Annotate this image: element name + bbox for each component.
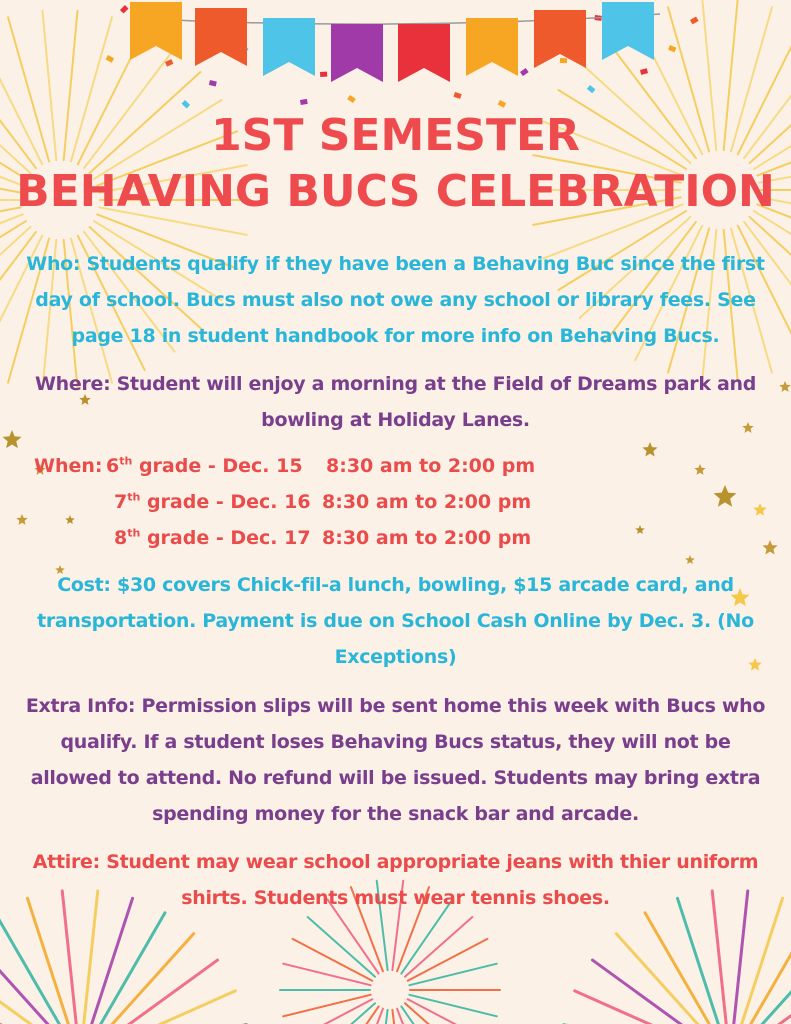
confetti (320, 72, 327, 77)
extra-line-1: Extra Info: Permission slips will be sent home this week with Bucs who (25, 695, 766, 717)
confetti (347, 95, 356, 103)
extra-line-2: qualify. If a student loses Behaving Bucs status, they will not be (60, 731, 731, 753)
bunting-flag (195, 8, 247, 66)
star-icon (694, 464, 705, 475)
when-time: 8:30 am to 2:00 pm (322, 491, 532, 513)
firework-burst-bottom-center (408, 939, 488, 981)
confetti (209, 80, 217, 86)
where-line-1: Where: Student will enjoy a morning at the Field of Dreams park and (34, 373, 757, 395)
star-icon (65, 515, 75, 524)
grade-number: 8 (114, 527, 128, 549)
title-line-1: 1ST SEMESTER (211, 110, 580, 161)
star-icon (16, 514, 27, 525)
confetti (587, 85, 596, 93)
firework-burst-bottom-center (409, 995, 496, 1017)
bunting-flag (602, 2, 654, 60)
grade-date: grade - Dec. 15 (138, 455, 303, 477)
confetti (690, 17, 699, 25)
when-grade-row (114, 484, 311, 520)
firework-burst-bottom-center (293, 939, 373, 981)
bunting-flag (466, 18, 518, 76)
bunting-flag (130, 2, 182, 60)
grade-number: 6 (106, 455, 120, 477)
star-icon (685, 555, 695, 564)
firework-burst-bottom-center (283, 964, 370, 986)
confetti (668, 45, 676, 52)
confetti (120, 5, 128, 13)
cost-line-2: transportation. Payment is due on School Cash Online by Dec. 3. (No (37, 610, 754, 632)
grade-suffix: th (127, 526, 141, 540)
cost-line-1: Cost: $30 covers Chick-fil-a lunch, bowling, $15 arcade card, and (57, 574, 734, 596)
when-time: 8:30 am to 2:00 pm (326, 455, 536, 477)
firework-burst-bottom-center (409, 964, 496, 986)
title-line-2: BEHAVING BUCS CELEBRATION (16, 166, 775, 217)
firework-burst-bottom-center (308, 1003, 375, 1024)
bunting-flag (263, 18, 315, 76)
when-time: 8:30 am to 2:00 pm (322, 527, 532, 549)
cost-line-3: Exceptions) (334, 646, 457, 668)
grade-date: grade - Dec. 17 (146, 527, 311, 549)
confetti (453, 92, 461, 99)
confetti (300, 99, 308, 105)
star-icon (762, 540, 777, 555)
confetti (640, 68, 648, 75)
confetti (520, 68, 529, 76)
who-line-2: day of school. Bucs must also not owe any school or library fees. See (35, 289, 756, 311)
grade-date: grade - Dec. 16 (146, 491, 311, 513)
star-icon (642, 442, 657, 457)
when-grade-row (106, 448, 303, 484)
confetti (106, 55, 115, 63)
grade-number: 7 (114, 491, 128, 513)
who-line-3: page 18 in student handbook for more info on Behaving Bucs. (71, 325, 720, 347)
extra-line-3: allowed to attend. No refund will be issued. Students may bring extra (30, 767, 761, 789)
attire-line-2: shirts. Students must wear tennis shoes. (181, 887, 610, 909)
when-label: When: (34, 455, 103, 477)
confetti (498, 100, 507, 108)
bunting-flag (331, 24, 383, 82)
grade-suffix: th (127, 490, 141, 504)
star-icon (635, 525, 645, 534)
attire-line-1: Attire: Student may wear school appropriate jeans with thier uniform (32, 851, 759, 873)
firework-burst-bottom-center (283, 995, 370, 1017)
confetti (560, 58, 567, 63)
when-grade-row (114, 520, 311, 556)
who-line-1: Who: Students qualify if they have been a Behaving Buc since the first (26, 253, 765, 275)
star-icon (753, 503, 766, 516)
extra-line-4: spending money for the snack bar and arcade. (152, 803, 639, 825)
firework-burst-bottom-right (745, 913, 791, 1024)
where-line-2: bowling at Holiday Lanes. (261, 409, 530, 431)
bunting-flag (398, 24, 450, 82)
firework-burst-bottom-center (405, 1003, 472, 1024)
grade-suffix: th (119, 454, 133, 468)
star-icon (714, 485, 737, 507)
